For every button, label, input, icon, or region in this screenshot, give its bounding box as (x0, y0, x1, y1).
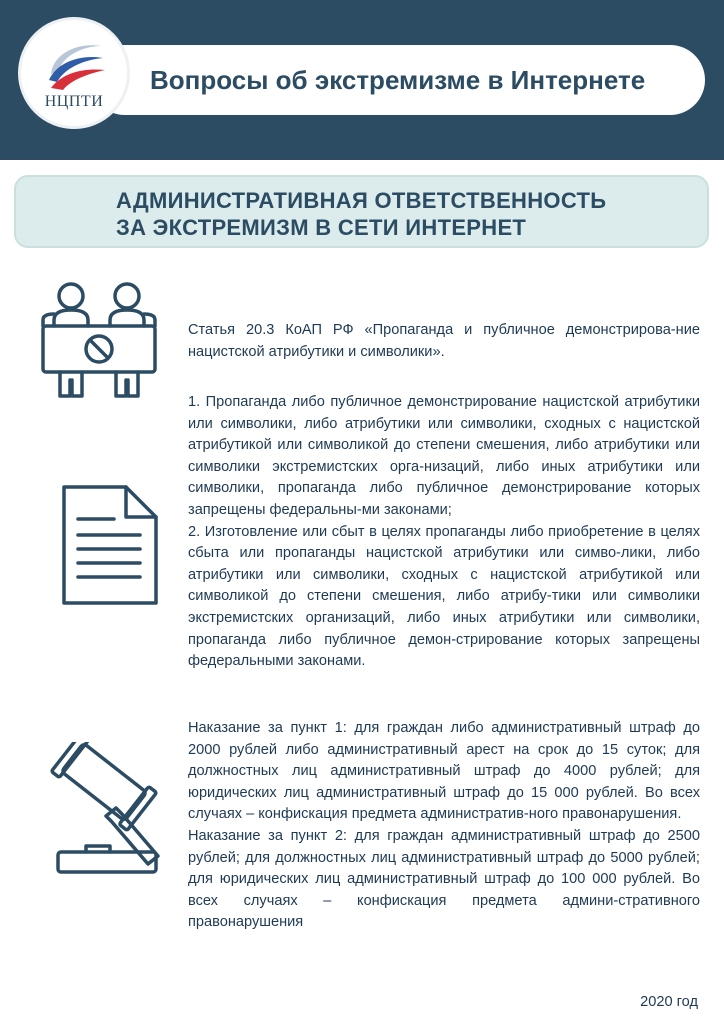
footer-year: 2020 год (640, 994, 698, 1010)
page-title: Вопросы об экстремизме в Интернете (150, 65, 646, 95)
logo-text: НЦПТИ (44, 93, 104, 110)
section-header (14, 175, 709, 248)
section-title (116, 187, 606, 241)
punishment-block (188, 718, 700, 934)
article-point-1: 1. Пропаганда либо публичное демонстрирование нацистской атрибутики или символики, либо атрибутики или символики, сходных с нацистской атрибутикой или символикой до степени смешения, либо атрибутики или символики экстремистских орга-низаций, либо иных атрибутики или символики, пропаганда либо публичное демонстрирование которых запрещены федеральны-ми законами; (188, 394, 700, 518)
document-icon (60, 483, 160, 607)
article-points (188, 392, 700, 673)
logo (18, 17, 130, 129)
section-title-line2: ЗА ЭКСТРЕМИЗМ В СЕТИ ИНТЕРНЕТ (116, 215, 527, 240)
punishment-1: Наказание за пункт 1: для граждан либо административный штраф до 2000 рублей либо административный арест на срок до 15 суток; для должностных лиц административный штраф до 4000 рублей; для юридических лиц административный штраф до 15 000 рублей. Во всех случаях – конфискация предмета административ-ного правонарушения. (188, 720, 700, 823)
protest-icon (38, 280, 162, 404)
gavel-icon (46, 742, 170, 882)
logo-swirl-icon (43, 36, 107, 92)
article-heading: Статья 20.3 КоАП РФ «Пропаганда и публичное демонстрирова-ние нацистской атрибутики и символики». (188, 322, 700, 360)
article-point-2: 2. Изготовление или сбыт в целях пропаганды либо приобретение в целях сбыта или пропаганды нацистской атрибутики или симво-лики, либо атрибутики или символики, сходных с нацистской атрибутикой или символикой до степени смешения, либо атрибу-тики или символики экстремистских организаций, либо иных атрибутики или символики, пропаганда либо публичное демон-стрирование которых запрещены федеральными законами. (188, 523, 700, 670)
section-title-line1: АДМИНИСТРАТИВНАЯ ОТВЕТСТВЕННОСТЬ (116, 188, 607, 213)
header-band (0, 0, 724, 160)
title-pill (90, 45, 705, 115)
punishment-2: Наказание за пункт 2: для граждан административный штраф до 2500 рублей; для должностных лиц административный штраф до 5000 рублей; для юридических лиц административный штраф до 100 000 рублей. Во всех случаях – конфискация предмета админи-стративного правонарушения (188, 827, 700, 931)
